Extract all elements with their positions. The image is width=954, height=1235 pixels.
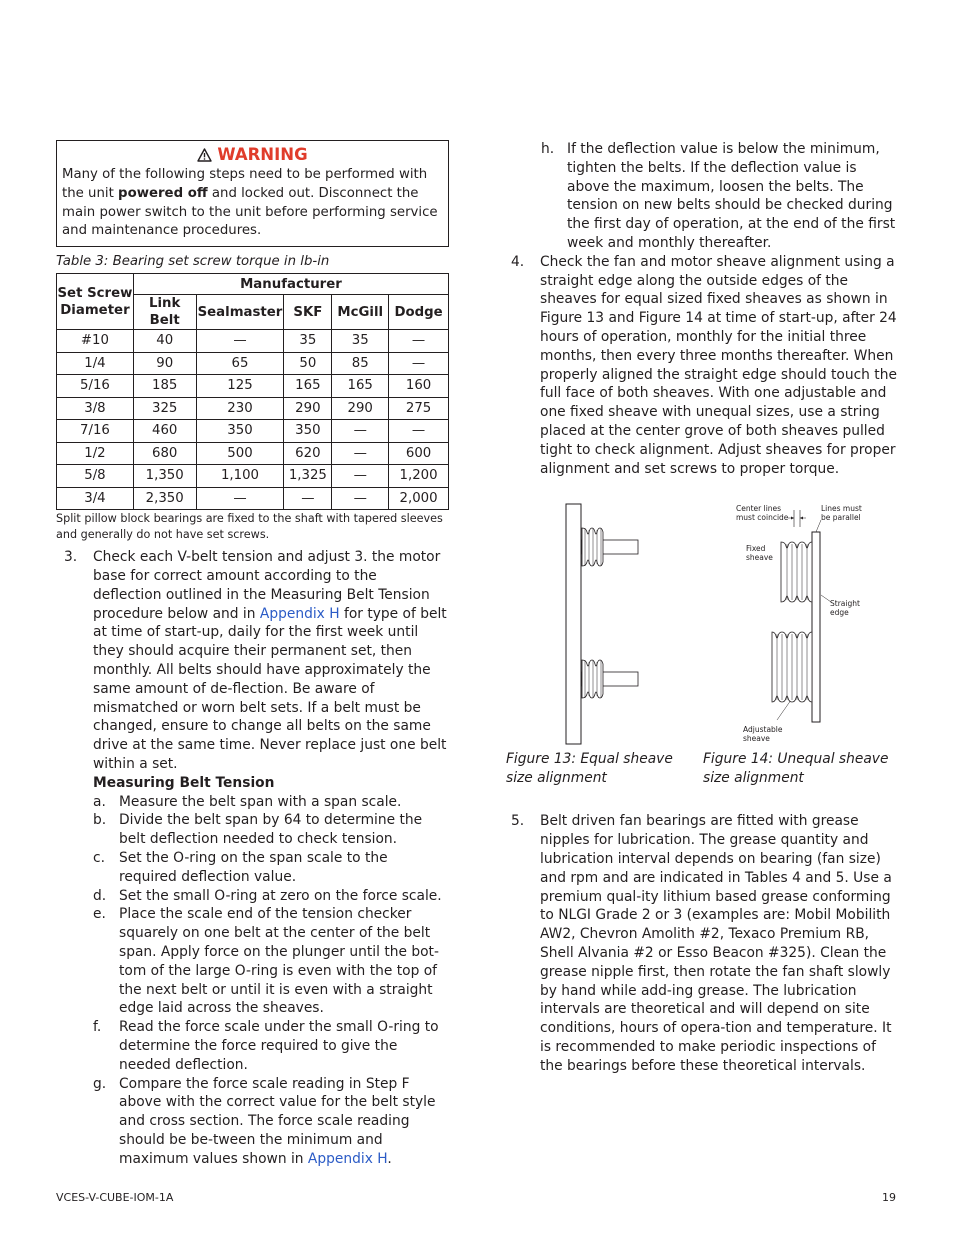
step-text-part: Check each V-belt tension and adjust 3. the motor base for correct amount according to the deflection outlined in the Measuring Belt Tension procedure below and in bbox=[93, 549, 441, 622]
step-body bbox=[93, 548, 449, 1168]
table-cell: 500 bbox=[196, 442, 284, 465]
header-manufacturer: Manufacturer bbox=[133, 274, 448, 295]
appendix-h-link[interactable]: Appendix H bbox=[259, 605, 340, 622]
label-straight-edge: Straight edge bbox=[830, 599, 860, 618]
column-header: Sealmaster bbox=[196, 295, 284, 330]
table-cell: 35 bbox=[284, 330, 332, 353]
label-lines-parallel: Lines must be parallel bbox=[821, 504, 862, 523]
table-cell: 3/4 bbox=[57, 487, 134, 510]
table-cell: — bbox=[332, 442, 389, 465]
substep bbox=[93, 887, 449, 906]
table-cell: 7/16 bbox=[57, 420, 134, 443]
table-cell: 165 bbox=[332, 375, 389, 398]
figure-13-caption: Figure 13: Equal sheave size alignment bbox=[506, 751, 673, 787]
table-cell: — bbox=[196, 330, 284, 353]
label-center-lines: Center lines must coincide bbox=[736, 504, 789, 523]
figure-14-caption: Figure 14: Unequal sheave size alignment bbox=[703, 751, 889, 787]
table-caption: Table 3: Bearing set screw torque in lb-in bbox=[56, 254, 330, 270]
table-cell: 1,325 bbox=[284, 465, 332, 488]
substep-text: Set the O-ring on the span scale to the required deflection value. bbox=[119, 849, 388, 885]
substep-label: a. bbox=[93, 793, 106, 810]
table-cell: — bbox=[332, 420, 389, 443]
table-cell: — bbox=[389, 352, 449, 375]
table-cell: 290 bbox=[332, 397, 389, 420]
substeps bbox=[93, 793, 449, 1075]
table-row bbox=[57, 375, 449, 398]
table-row bbox=[57, 397, 449, 420]
table-cell: 65 bbox=[196, 352, 284, 375]
warning-heading bbox=[62, 144, 443, 166]
table-cell: — bbox=[284, 487, 332, 510]
substep-text-part: Compare the force scale reading in Step F above with the correct value for the belt style and cross section. The force scale reading should be be-tween the minimum and maximum values shown in bbox=[119, 1075, 436, 1167]
step-text: Check the fan and motor sheave alignment using a straight edge along the outside edges of the sheaves for equal sized fixed sheaves as shown in Figure 13 and Figure 14 at time of start-up, after 24 hours of operation, monthly for the initial three months, then every three months thereafter. When properly aligned the straight edge should touch the full face of both sheaves. With one adjustable and one fixed sheave with unequal sizes, use a string placed at the center grove of both sheaves pulled tight to check alignment. Adjust sheaves for proper alignment and set screws to proper torque. bbox=[540, 253, 897, 477]
torque-table bbox=[56, 273, 449, 510]
footer-doc-id: VCES-V-CUBE-IOM-1A bbox=[56, 1191, 174, 1204]
steps-list-left bbox=[56, 548, 449, 1168]
appendix-h-link[interactable]: Appendix H bbox=[307, 1150, 388, 1167]
column-header: Dodge bbox=[389, 295, 449, 330]
right-column bbox=[506, 140, 898, 1076]
step-4 bbox=[506, 253, 898, 479]
table-cell: 85 bbox=[332, 352, 389, 375]
substep-text: If the deflection value is below the minimum, tighten the belts. If the deflection value is above the maximum, loosen the belts. The tension on new belts should be checked during the first day of operation, at the end of the first week and monthly thereafter. bbox=[567, 141, 896, 251]
table-cell: 185 bbox=[133, 375, 196, 398]
figures-area bbox=[506, 492, 898, 792]
table-cell: 125 bbox=[196, 375, 284, 398]
header-diameter: Set Screw Diameter bbox=[57, 274, 134, 330]
table-cell: — bbox=[389, 420, 449, 443]
table-cell: 290 bbox=[284, 397, 332, 420]
table-cell: 275 bbox=[389, 397, 449, 420]
figure-14-unequal-sheave-diagram bbox=[761, 502, 861, 737]
step-5 bbox=[506, 812, 898, 1075]
substep bbox=[93, 811, 449, 849]
column-header: McGill bbox=[332, 295, 389, 330]
left-column bbox=[56, 140, 449, 1168]
measuring-belt-tension-heading: Measuring Belt Tension bbox=[93, 774, 275, 791]
figure-13-equal-sheave-diagram bbox=[561, 502, 651, 747]
warning-triangle-icon bbox=[197, 148, 212, 162]
table-cell: 350 bbox=[196, 420, 284, 443]
substep-text-part: . bbox=[387, 1150, 392, 1167]
table-note: Split pillow block bearings are fixed to the shaft with tapered sleeves and generally do not have set screws. bbox=[56, 512, 443, 541]
footer-page-number: 19 bbox=[882, 1191, 896, 1204]
table-row bbox=[57, 420, 449, 443]
table-cell: 35 bbox=[332, 330, 389, 353]
substep-label: h. bbox=[541, 141, 555, 157]
table-cell: 1,350 bbox=[133, 465, 196, 488]
warning-box bbox=[56, 140, 449, 247]
table-cell: 90 bbox=[133, 352, 196, 375]
table-cell: 350 bbox=[284, 420, 332, 443]
substep-text bbox=[119, 1075, 449, 1169]
substep-label: c. bbox=[93, 849, 105, 866]
table-cell: 160 bbox=[389, 375, 449, 398]
table-cell: 2,000 bbox=[389, 487, 449, 510]
step-number: 5. bbox=[511, 813, 525, 830]
substep bbox=[93, 905, 449, 1018]
substep-label: e. bbox=[93, 906, 106, 923]
substep bbox=[93, 849, 449, 887]
warning-text-bold: powered off bbox=[118, 185, 208, 201]
warning-text bbox=[62, 166, 443, 241]
table-cell: 40 bbox=[133, 330, 196, 353]
table-cell: #10 bbox=[57, 330, 134, 353]
table-cell: — bbox=[332, 487, 389, 510]
table-cell: 3/8 bbox=[57, 397, 134, 420]
table-cell: 5/8 bbox=[57, 465, 134, 488]
substep-text: Divide the belt span by 64 to determine the belt deflection needed to check tension. bbox=[119, 812, 423, 848]
substep bbox=[93, 1018, 449, 1074]
table-cell: 325 bbox=[133, 397, 196, 420]
substep-label: b. bbox=[93, 812, 107, 829]
table-cell: 1,100 bbox=[196, 465, 284, 488]
step-text: Belt driven fan bearings are fitted with grease nipples for lubrication. The grease quantity and lubrication interval depends on bearing (fan size) and rpm and are indicated in Tables 4 and 5. Use a premium qual-ity lithium based grease conforming to NLGI Grade 2 or 3 (examples are: Mobil Mobilith AW2, Chevron Amolith #2, Texaco Premium RB, Shell Alvania #2 or Esso Beacon #325). Clean the grease nipple first, then rotate the fan shaft slowly by hand while add-ing grease. The lubrication intervals are theoretical and will depend on site conditions, hours of opera-tion and temperature. It is recommended to make periodic inspections of the bearings before these theoretical intervals. bbox=[540, 813, 892, 1074]
table-cell: 5/16 bbox=[57, 375, 134, 398]
step-text-part: for type of belt at time of start-up, daily for the first week until they should acquire their permanent set, then monthly. All belts should have approximately the same amount of de-flection. Be aware of mismatched or worn belt sets. If a belt must be changed, ensure to change all belts on the same drive at the same time. Never replace just one belt within a set. bbox=[93, 605, 447, 772]
label-fixed-sheave: Fixed sheave bbox=[746, 544, 773, 563]
label-adjustable-sheave: Adjustable sheave bbox=[743, 725, 783, 744]
substep-label: g. bbox=[93, 1075, 107, 1092]
table-cell: 230 bbox=[196, 397, 284, 420]
table-row bbox=[57, 352, 449, 375]
table-cell: — bbox=[332, 465, 389, 488]
step-text bbox=[93, 548, 449, 774]
substep-text: Measure the belt span with a span scale. bbox=[119, 793, 402, 810]
table-cell: 680 bbox=[133, 442, 196, 465]
table-cell: — bbox=[389, 330, 449, 353]
table-cell: 165 bbox=[284, 375, 332, 398]
table-cell: 620 bbox=[284, 442, 332, 465]
substep-g bbox=[93, 1075, 449, 1169]
step-3 bbox=[56, 548, 449, 1168]
table-cell: 1,200 bbox=[389, 465, 449, 488]
table-cell: 600 bbox=[389, 442, 449, 465]
step-number: 4. bbox=[511, 253, 525, 270]
table-row bbox=[57, 487, 449, 510]
substep-label: d. bbox=[93, 887, 107, 904]
warning-text-part: and locked out. Disconnect the main power switch to the unit before performing service and maintenance procedures. bbox=[62, 185, 438, 239]
table-row bbox=[57, 442, 449, 465]
table-cell: 2,350 bbox=[133, 487, 196, 510]
step-number: 3. bbox=[64, 549, 78, 566]
table-cell: 460 bbox=[133, 420, 196, 443]
substep-text: Place the scale end of the tension checker squarely on one belt at the center of the belt span. Apply force on the plunger until the bot-tom of the large O-ring is even with the top of the next belt or until it is even with a straight edge laid across the sheaves. bbox=[119, 906, 439, 1017]
table-cell: 1/4 bbox=[57, 352, 134, 375]
substep bbox=[93, 793, 449, 812]
warning-text-part: Many of the following steps need to be performed with the unit bbox=[62, 167, 428, 201]
substep-label: f. bbox=[93, 1019, 102, 1036]
column-header: Link Belt bbox=[133, 295, 196, 330]
table-cell: 50 bbox=[284, 352, 332, 375]
table-row bbox=[57, 465, 449, 488]
table-cell: — bbox=[196, 487, 284, 510]
column-header: SKF bbox=[284, 295, 332, 330]
substep-text: Set the small O-ring at zero on the force scale. bbox=[119, 887, 442, 904]
warning-title: WARNING bbox=[217, 145, 308, 164]
substep-h bbox=[506, 140, 898, 253]
table-cell: 1/2 bbox=[57, 442, 134, 465]
substep-text: Read the force scale under the small O-ring to determine the force required to give the needed deflection. bbox=[119, 1019, 439, 1073]
table-row bbox=[57, 330, 449, 353]
